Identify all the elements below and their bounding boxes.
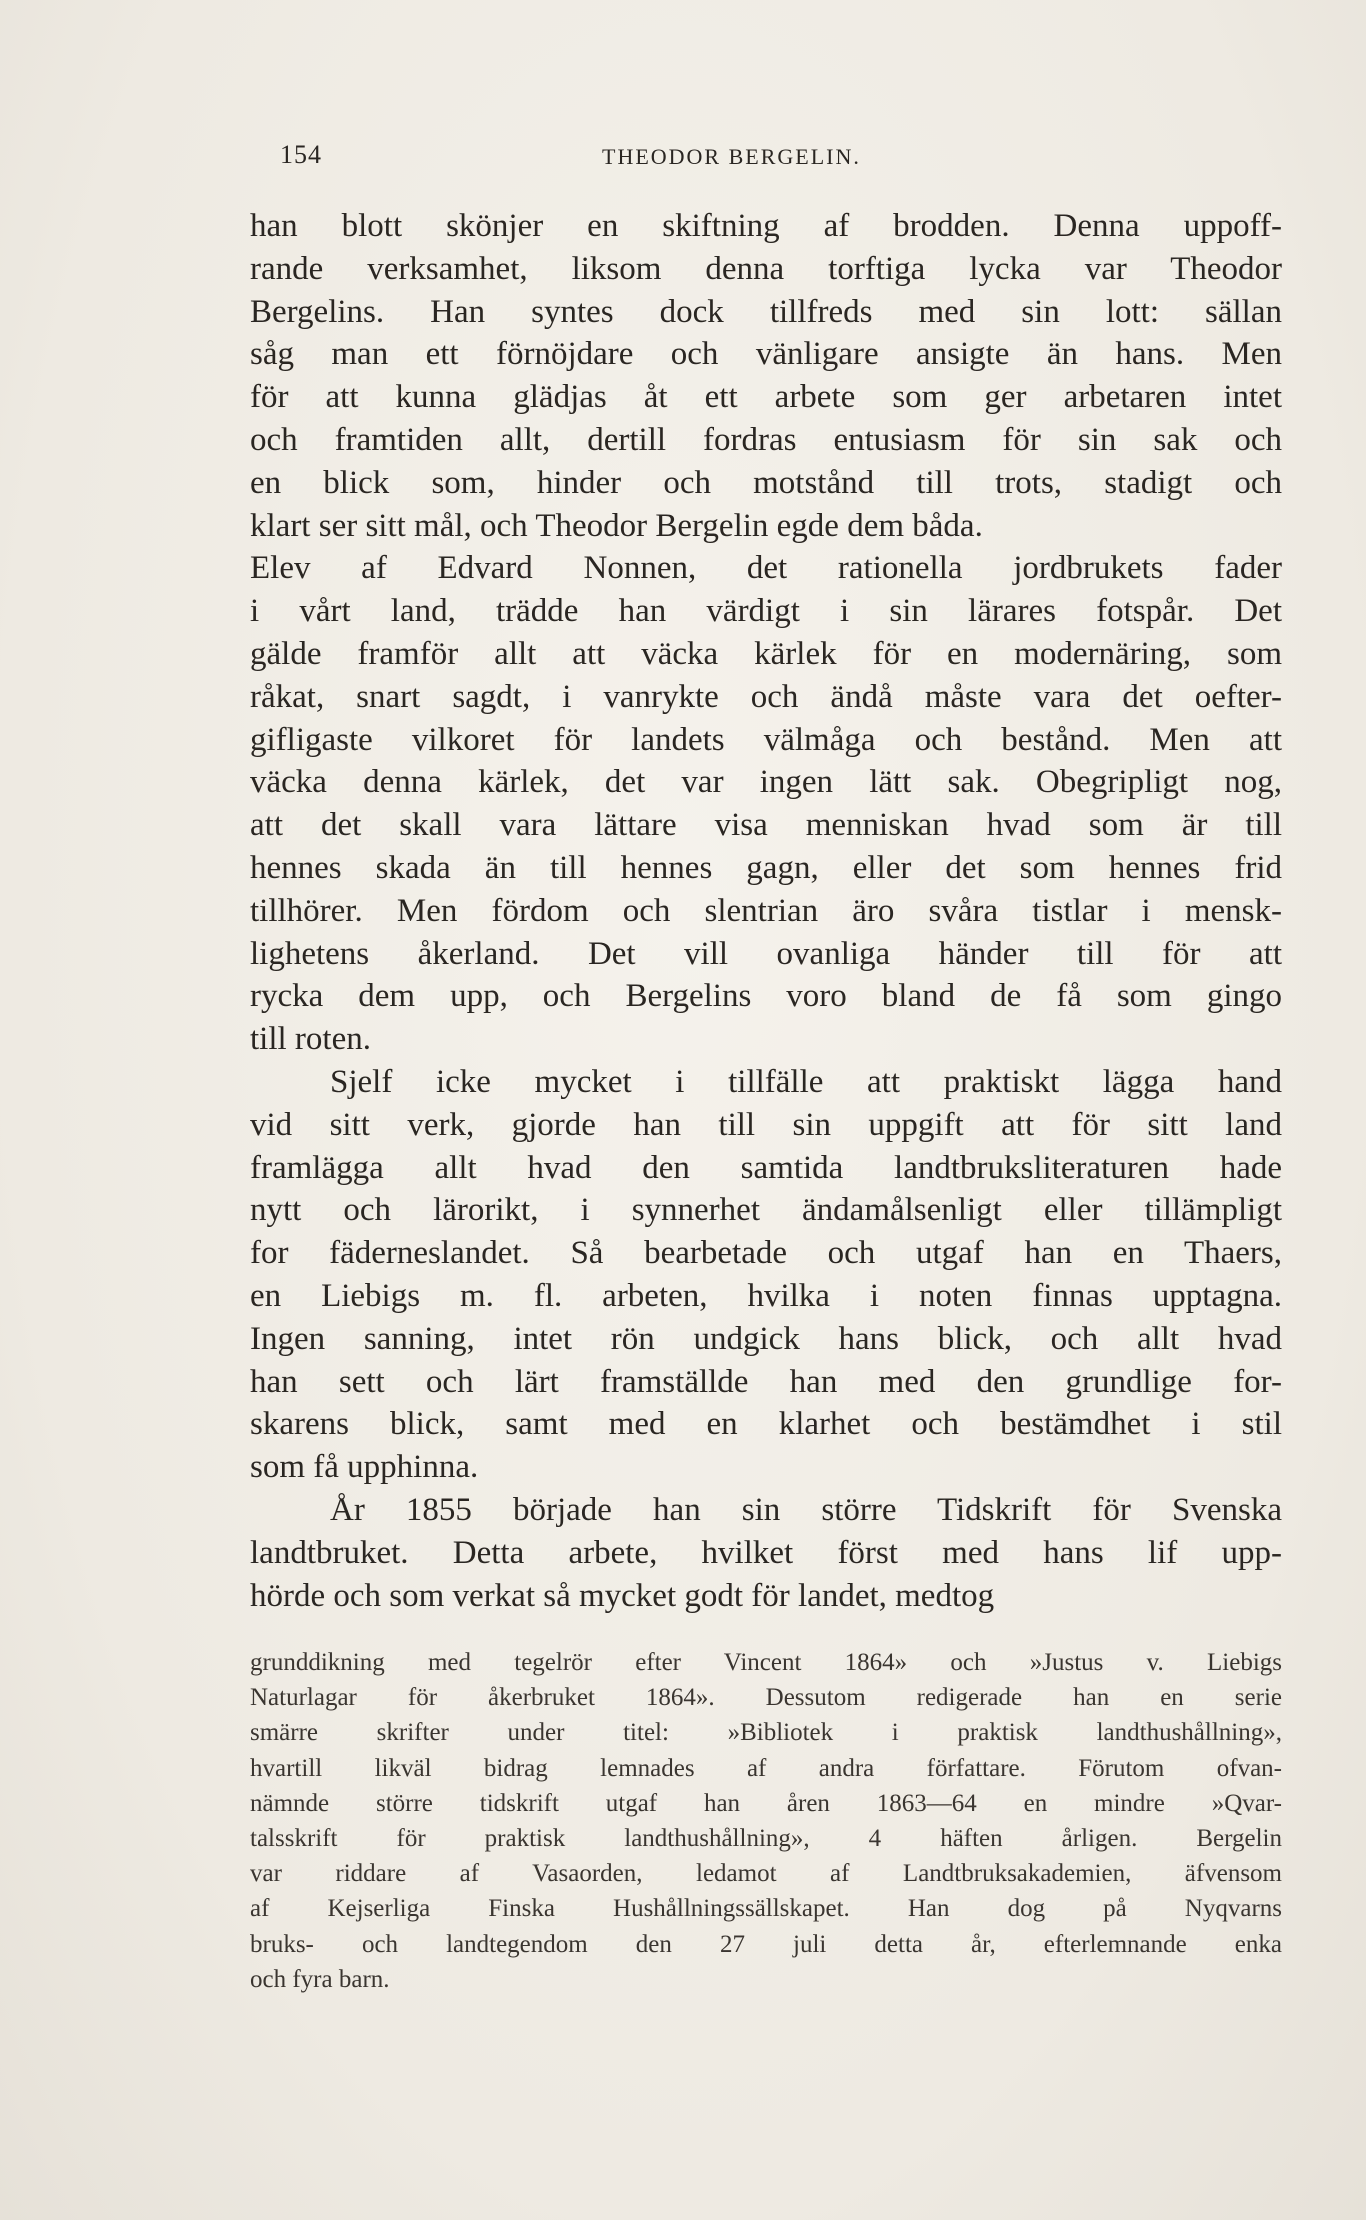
body-line: hörde och som verkat så mycket godt för landet, medtog <box>250 1577 995 1614</box>
body-line: gifligaste vilkoret för landets välmåga och bestånd. Men att <box>250 721 1282 758</box>
body-line: en Liebigs m. fl. arbeten, hvilka i noten finnas upptagna. <box>250 1277 1282 1314</box>
body-line: till roten. <box>250 1021 371 1058</box>
footnote-line: bruks- och landtegendom den 27 juli detta år, efterlemnande enka <box>250 1930 1282 1958</box>
body-line: landtbruket. Detta arbete, hvilket först med hans lif upp- <box>250 1534 1282 1571</box>
body-line: han blott skönjer en skiftning af brodden. Denna uppoff- <box>250 208 1282 244</box>
running-head: THEODOR BERGELIN. <box>602 144 861 169</box>
body-line: gälde framför allt att väcka kärlek för en modernäring, som <box>250 635 1282 672</box>
body-line: för att kunna glädjas åt ett arbete som ger arbetaren intet <box>250 379 1282 416</box>
body-line: hennes skada än till hennes gagn, eller det som hennes frid <box>250 849 1282 886</box>
footnote-line: nämnde större tidskrift utgaf han åren 1863—64 en mindre »Qvar- <box>250 1789 1282 1817</box>
body-line: skarens blick, samt med en klarhet och bestämdhet i stil <box>250 1406 1282 1443</box>
page-header <box>250 140 1282 180</box>
footnote-line: grunddikning med tegelrör efter Vincent 1864» och »Justus v. Liebigs <box>250 1649 1282 1676</box>
body-line: framlägga allt hvad den samtida landtbruksliteraturen hade <box>250 1149 1282 1186</box>
footnote-line: af Kejserliga Finska Hushållningssällskapet. Han dog på Nyqvarns <box>250 1895 1282 1923</box>
body-line: och framtiden allt, dertill fordras entusiasm för sin sak och <box>250 421 1282 458</box>
body-line: rycka dem upp, och Bergelins voro bland de få som gingo <box>250 978 1282 1015</box>
footnote-line: var riddare af Vasaorden, ledamot af Landtbruksakademien, äfvensom <box>250 1860 1282 1888</box>
body-line: Elev af Edvard Nonnen, det rationella jordbrukets fader <box>250 550 1282 587</box>
body-line: väcka denna kärlek, det var ingen lätt sak. Obegripligt nog, <box>250 764 1282 801</box>
body-line: han sett och lärt framställde han med den grundlige for- <box>250 1363 1282 1400</box>
footnote-line: smärre skrifter under titel: »Bibliotek i praktisk landthushållning», <box>250 1719 1282 1747</box>
page-number: 154 <box>280 140 322 169</box>
body-line: klart ser sitt mål, och Theodor Bergelin egde dem båda. <box>250 507 983 544</box>
body-line: råkat, snart sagdt, i vanrykte och ändå måste vara det oefter- <box>250 678 1282 715</box>
body-line: tillhörer. Men fördom och slentrian äro svåra tistlar i mensk- <box>250 892 1282 929</box>
body-line: År 1855 började han sin större Tidskrift för Svenska <box>330 1491 1282 1528</box>
footnote-line: och fyra barn. <box>250 1965 390 1993</box>
body-line: Ingen sanning, intet rön undgick hans blick, och allt hvad <box>250 1320 1282 1357</box>
footnote <box>250 1645 1282 1997</box>
body-line: vid sitt verk, gjorde han till sin uppgift att för sitt land <box>250 1106 1282 1143</box>
body-line: som få upphinna. <box>250 1449 479 1486</box>
body-line: att det skall vara lättare visa menniskan hvad som är till <box>250 807 1282 844</box>
body-line: en blick som, hinder och motstånd till trots, stadigt och <box>250 464 1282 501</box>
body-line: Bergelins. Han syntes dock tillfreds med sin lott: sällan <box>250 293 1282 330</box>
body-line: rande verksamhet, liksom denna torftiga lycka var Theodor <box>250 250 1282 287</box>
body-line: Sjelf icke mycket i tillfälle att praktiskt lägga hand <box>330 1063 1282 1100</box>
body-text <box>250 205 1282 1617</box>
body-line: for fäderneslandet. Så bearbetade och utgaf han en Thaers, <box>250 1235 1282 1272</box>
footnote-line: hvartill likväl bidrag lemnades af andra författare. Förutom ofvan- <box>250 1754 1282 1782</box>
body-line: nytt och lärorikt, i synnerhet ändamålsenligt eller tillämpligt <box>250 1192 1282 1229</box>
body-line: såg man ett förnöjdare och vänligare ansigte än hans. Men <box>250 336 1282 373</box>
footnote-line: Naturlagar för åkerbruket 1864». Dessutom redigerade han en serie <box>250 1684 1282 1712</box>
footnote-line: talsskrift för praktisk landthushållning», 4 häften årligen. Bergelin <box>250 1824 1282 1852</box>
body-line: i vårt land, trädde han värdigt i sin lärares fotspår. Det <box>250 593 1282 630</box>
body-line: lighetens åkerland. Det vill ovanliga händer till för att <box>250 935 1282 972</box>
